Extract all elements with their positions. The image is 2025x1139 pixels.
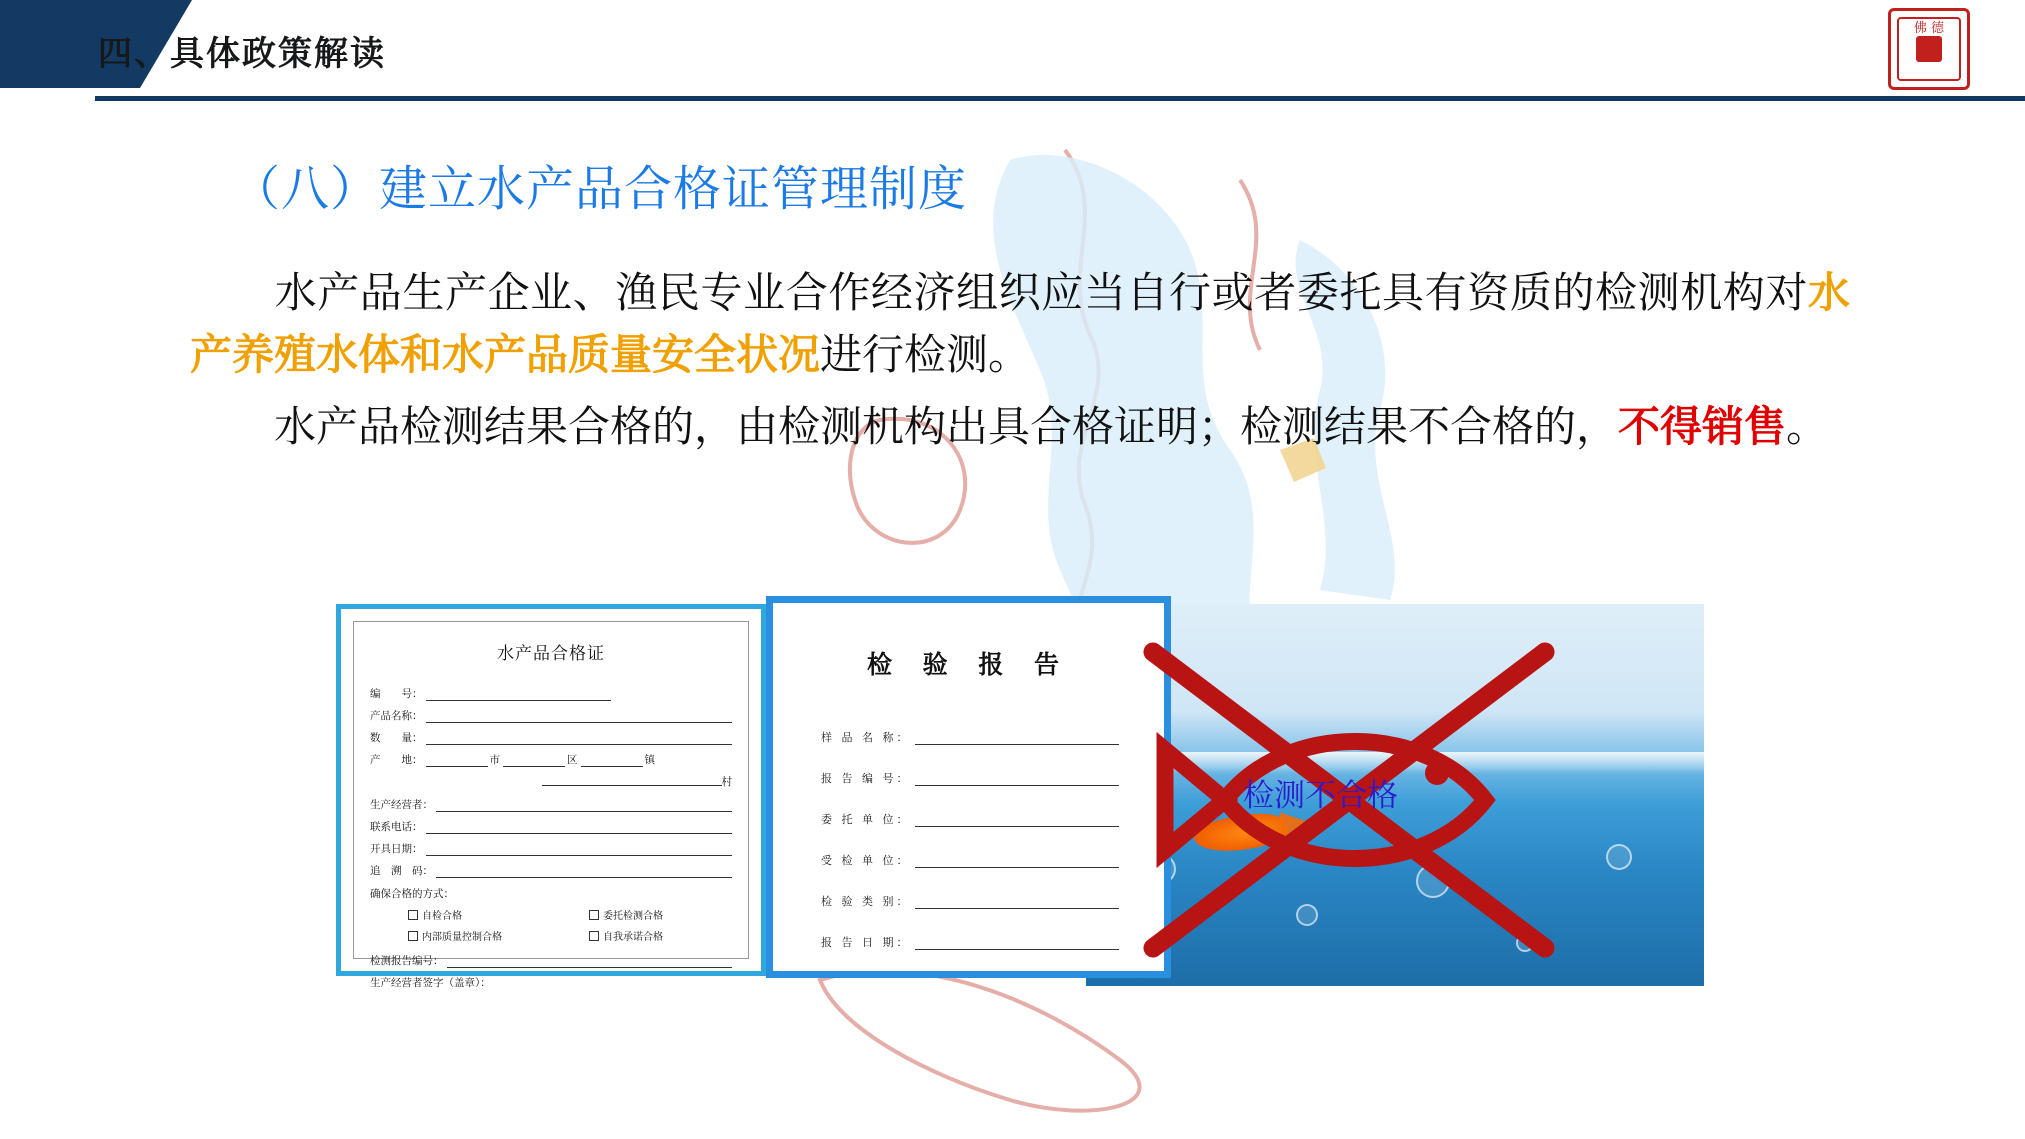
certificate-field-rule: [426, 822, 733, 834]
report-field-rule: [915, 815, 1120, 827]
report-field-label: 样 品 名 称：: [821, 731, 911, 744]
certificate-field-row: [370, 975, 732, 990]
aquatic-product-certificate-card: [336, 604, 766, 989]
certificate-field-row: [370, 841, 732, 856]
report-field-label: 检 验 类 别：: [821, 895, 911, 908]
certificate-origin-unit: 区: [567, 754, 578, 766]
certificate-field-rule: [542, 774, 722, 786]
certificate-field-label: 编 号：: [370, 688, 423, 700]
seal-logo-icon: [1888, 8, 1970, 90]
test-failed-label: 检测不合格: [1243, 778, 1398, 814]
certificate-compliance-block: [370, 886, 732, 949]
report-field-row: [821, 852, 1119, 868]
certificate-field-list: [370, 686, 732, 990]
certificate-field-label: 开具日期：: [370, 843, 423, 855]
certificate-origin-unit: 市: [489, 754, 500, 766]
certificate-origin-segment: [423, 752, 501, 767]
seal-inner-frame: [1897, 17, 1961, 81]
checkbox-icon[interactable]: [589, 910, 599, 920]
certificate-field-row: [370, 708, 732, 723]
report-field-rule: [915, 938, 1120, 950]
test-failed-overlay: [1125, 630, 1575, 970]
certificate-compliance-title: 确保合格的方式：: [370, 888, 454, 900]
certificate-field-label: 追 溯 码：: [370, 865, 433, 877]
checkbox-label: 委托检测合格: [603, 911, 663, 922]
certificate-compliance-options: [370, 907, 732, 949]
checkbox-icon[interactable]: [589, 931, 599, 941]
paragraph-2: [190, 396, 1850, 458]
paragraph-1-part2: 进行检测。: [820, 330, 1031, 379]
certificate-footer-rows: [370, 953, 732, 990]
seal-top-text: 佛 德: [1913, 21, 1945, 36]
checkbox-icon[interactable]: [408, 910, 418, 920]
checkbox-option[interactable]: [551, 907, 732, 922]
certificate-field-rule: [426, 844, 733, 856]
paragraph-1-highlight: 水产养殖水体和水产品质量安全状况: [190, 268, 1850, 379]
report-field-rule: [915, 774, 1120, 786]
report-field-row: [821, 934, 1119, 950]
certificate-field-rule: [426, 689, 611, 701]
checkbox-option[interactable]: [370, 907, 551, 922]
header-title: 四、具体政策解读: [98, 34, 386, 74]
report-title: 检 验 报 告: [866, 650, 1071, 679]
report-field-row: [821, 811, 1119, 827]
report-field-label: 报 告 日 期：: [821, 936, 911, 949]
certificate-field-rule: [503, 755, 565, 767]
certificate-field-row: [370, 819, 732, 834]
certificate-field-label: 产品名称：: [370, 710, 423, 722]
report-field-label: 受 检 单 位：: [821, 854, 911, 867]
report-field-rule: [915, 856, 1120, 868]
certificate-field-label: 联系电话：: [370, 821, 423, 833]
certificate-origin-second-line: [370, 774, 732, 789]
certificate-field-row: [370, 730, 732, 745]
certificate-field-row: [370, 863, 732, 878]
slide-header: [0, 0, 2025, 108]
seal-center-mark: [1916, 36, 1942, 62]
paragraph-2-part1: 水产品检测结果合格的，由检测机构出具合格证明；检测结果不合格的，: [274, 402, 1619, 451]
certificate-field-label: 生产经营者：: [370, 799, 433, 811]
certificate-field-rule: [426, 733, 733, 745]
certificate-field-row: [370, 797, 732, 812]
paragraph-2-highlight: 不得销售: [1618, 402, 1787, 451]
header-divider-line: [95, 96, 2025, 101]
report-field-rule: [915, 733, 1120, 745]
certificate-field-row: [370, 686, 732, 701]
inspection-report-card: [766, 596, 1171, 978]
report-field-row: [821, 729, 1119, 745]
certificate-field-label: 数 量：: [370, 732, 423, 744]
paragraph-1-part1: 水产品生产企业、渔民专业合作经济组织应当自行或者委托具有资质的检测机构对: [274, 268, 1808, 317]
checkbox-option[interactable]: [370, 928, 551, 943]
certificate-inner-frame: [353, 621, 749, 989]
certificate-field-label: 产 地：: [370, 754, 423, 766]
certificate-field-rule: [436, 800, 732, 812]
report-field-row: [821, 893, 1119, 909]
certificate-title: 水产品合格证: [497, 644, 605, 664]
report-field-label: 委 托 单 位：: [821, 813, 911, 826]
checkbox-label: 自检合格: [422, 911, 462, 922]
checkbox-option[interactable]: [551, 928, 732, 943]
report-field-label: 报 告 编 号：: [821, 772, 911, 785]
certificate-field-rule: [426, 755, 488, 767]
certificate-field-rule: [581, 755, 643, 767]
certificate-origin-unit: 镇: [644, 754, 655, 766]
certificate-field-label: 检测报告编号：: [370, 955, 444, 967]
checkbox-label: 自我承诺合格: [603, 932, 663, 943]
certificate-origin-row: [370, 752, 732, 767]
certificate-field-label: 生产经营者签字（盖章）：: [370, 977, 491, 989]
bubble-icon: [1606, 844, 1632, 870]
report-field-rule: [915, 897, 1120, 909]
checkbox-icon[interactable]: [408, 931, 418, 941]
certificate-field-rule: [436, 866, 732, 878]
paragraph-2-part2: 。: [1786, 402, 1829, 451]
certificate-field-row: [370, 953, 732, 968]
certificate-field-rule: [447, 956, 733, 968]
certificate-origin-segment: [578, 752, 656, 767]
certificate-origin-segment: [500, 752, 578, 767]
checkbox-label: 内部质量控制合格: [422, 932, 502, 943]
paragraph-1: [190, 262, 1850, 386]
certificate-field-rule: [426, 711, 733, 723]
page-title: （八）建立水产品合格证管理制度: [232, 161, 968, 217]
certificate-origin-unit: 村: [721, 776, 732, 788]
report-field-row: [821, 770, 1119, 786]
report-field-list: [821, 729, 1119, 950]
